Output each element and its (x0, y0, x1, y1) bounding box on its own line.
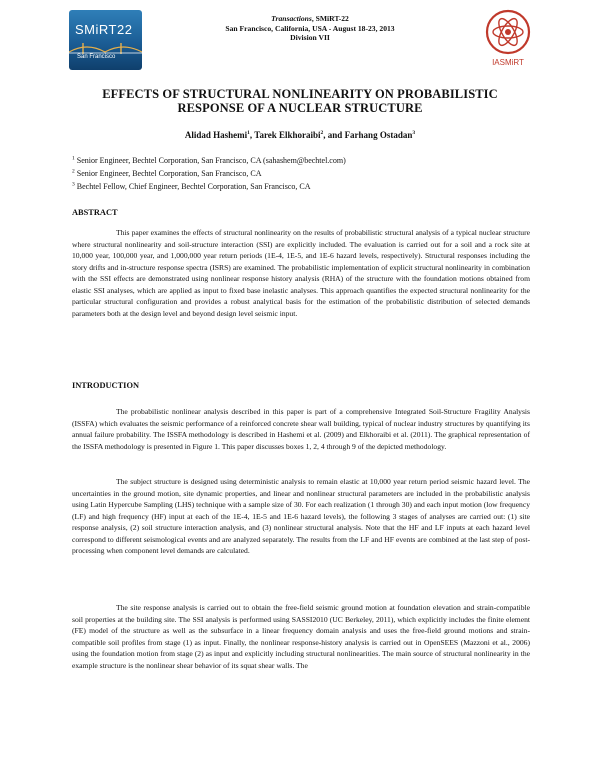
affiliation-item (72, 154, 542, 167)
author-affiliation-marker: 3 (412, 130, 416, 136)
author-name: Tarek Elkhoraibi (254, 130, 321, 140)
author-name: Alidad Hashemi (184, 130, 248, 140)
affiliation-item (72, 180, 542, 193)
author-separator: , and (323, 130, 345, 140)
smirt-logo-text: SMiRT22 (75, 22, 133, 37)
author-separator: , (249, 130, 255, 140)
title-line: EFFECTS OF STRUCTURAL NONLINEARITY ON PROBABILISTIC (102, 87, 498, 101)
affiliation-marker: 3 (72, 181, 75, 188)
affiliation-marker: 1 (72, 155, 75, 162)
affiliation-text: Senior Engineer, Bechtel Corporation, San Francisco, CA (sahashem@bechtel.com) (76, 156, 346, 165)
affiliation-marker: 2 (72, 168, 75, 175)
abstract-heading: ABSTRACT (72, 208, 118, 217)
abstract-text: This paper examines the effects of structural nonlinearity on the results of probabilistic structural analysis of a typical nuclear structure where structural nonlinearity and soil-structure interaction (SSI) are explicitly included. The evaluation is carried out for a soil and a rock site at 10,000 year, 100,000 year, and 1,000,000 year return periods (1E-4, 1E-5, and 1E-6 hazard levels, respectively). Structural responses including the story drifts and in-structure response spectra (ISRS) are examined. The probabilistic implementation of explicit structural nonlinearity in combination with the SSI effects are demonstrated using nonlinear response history analysis (RHA) of the structure with the foundation motions obtained from elastic SSI analyses, which are applied as input to fixed base inelastic analyses. This approach quantifies the expected structural nonlinearity for the particular structural configuration and provides a robust analytical basis for the estimation of the probabilistic distribution of selected demands parameters both at the design level and beyond design level seismic input. (72, 228, 530, 318)
journal-suffix: , SMiRT-22 (311, 14, 349, 23)
affiliation-list (72, 154, 542, 193)
author-affiliation-marker: 1 (247, 130, 250, 136)
atom-icon (482, 8, 534, 58)
journal-name: Transactions (271, 14, 312, 23)
affiliation-item (72, 167, 542, 180)
author-affiliation-marker: 2 (320, 130, 324, 136)
affiliation-text: Bechtel Fellow, Chief Engineer, Bechtel Corporation, San Francisco, CA (76, 182, 311, 191)
smirt-logo (69, 10, 142, 70)
paper-title (60, 87, 540, 115)
intro-paragraph: The subject structure is designed using deterministic analysis to remain elastic at 10,000 year return period seismic hazard level. The uncertainties in the ground motion, site dynamic properties, and linear and nonlinear structural parameters are included in the probabilistic analysis using Latin Hypercube Sampling (LHS) technique with a sample size of 30. For each realization (1 through 30) and each input motion (low frequency (LF) and high frequency (HF) input at each of the 1E-4, 1E-5 and 1E-6 hazard levels), the following 3 stages of analyses are carried out: (1) site response analysis, (2) soil structure interaction analysis, and (3) nonlinear structural analysis. Note that the HF and LF inputs at each hazard level correspond to different seismological events and are analyzed separately. The results from the LF and HF events are combined at the last step of post-processing when component level demands are calculated. (72, 477, 530, 555)
affiliation-text: Senior Engineer, Bechtel Corporation, San Francisco, CA (76, 169, 262, 178)
author-list (60, 130, 540, 140)
intro-paragraph: The site response analysis is carried out to obtain the free-field seismic ground motion at foundation elevation and strain-compatible soil properties at the building site. The SSI analysis is performed using SASSI2010 (UC Berkeley, 2011), which explicitly includes the finite element (FE) model of the structure as well as the subsurface in a linear frequency domain analysis and uses the free-field ground motions and strain-compatible soil profiles from stage (1) as input. Finally, the nonlinear response-history analysis is carried out in OpenSEES (Mazzoni et al., 2006) using the foundation motion from stage (2) as input and explicitly including structural nonlinearities. The main source of structural nonlinearity in the example structure is the nonlinear shear behavior of its squat shear walls. The (72, 603, 530, 670)
smirt-logo-subtext: San Francisco (77, 54, 116, 60)
conference-header (150, 14, 470, 43)
iasmirt-logo-text: IASMiRT (492, 58, 524, 67)
intro-paragraph: The probabilistic nonlinear analysis described in this paper is part of a comprehensive Integrated Soil-Structure Fragility Analysis (ISSFA) which evaluates the seismic performance of a reinforced concrete shear wall building, typical of nuclear industry structures by quantifying its annual failure probability. The ISSFA methodology is described in Hashemi et al. (2009) and Elkhoraibi et al. (2011). The graphical representation of the ISSFA methodology is presented in Figure 1. This paper discusses boxes 1, 2, 4 through 9 of the depicted methodology. (72, 407, 530, 451)
title-line: RESPONSE OF A NUCLEAR STRUCTURE (177, 101, 423, 115)
author-name: Farhang Ostadan (344, 130, 413, 140)
conference-division: Division VII (290, 33, 330, 42)
iasmirt-logo (482, 8, 534, 72)
introduction-heading: INTRODUCTION (72, 381, 140, 390)
conference-location-dates: San Francisco, California, USA - August 18-23, 2013 (225, 23, 395, 33)
